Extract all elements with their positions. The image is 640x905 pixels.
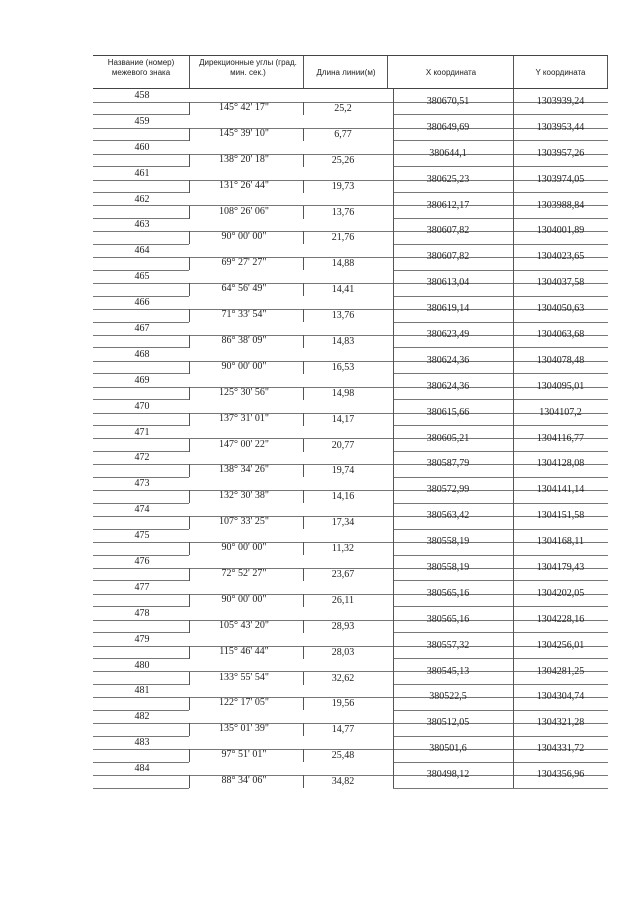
cell-angle: 71° 33' 54" <box>221 309 267 321</box>
cell-name: 464 <box>134 245 150 257</box>
cell-y: 1304050,63 <box>536 303 585 315</box>
cell-y: 1304228,16 <box>536 613 585 625</box>
cell-angle: 90° 00' 00" <box>221 593 267 605</box>
cell-x: 380624,36 <box>426 354 470 366</box>
cell-name: 469 <box>134 374 150 386</box>
cell-length: 14,41 <box>331 284 355 296</box>
cell-angle: 125° 30' 56" <box>219 386 269 398</box>
cell-name: 482 <box>134 711 150 723</box>
cell-y: 1304128,08 <box>536 458 585 470</box>
cell-length: 32,62 <box>331 672 355 684</box>
cell-x: 380624,36 <box>426 380 470 392</box>
table-row <box>93 659 608 685</box>
cell-x: 380649,69 <box>426 121 470 133</box>
cell-angle: 64° 56' 49" <box>221 283 267 295</box>
cell-angle: 107° 33' 25" <box>219 516 269 528</box>
cell-name: 479 <box>134 633 150 645</box>
cell-angle: 69° 27' 27" <box>221 257 267 269</box>
cell-angle: 105° 43' 20" <box>219 619 269 631</box>
cell-y: 1304256,01 <box>536 639 585 651</box>
cell-length: 19,56 <box>331 698 355 710</box>
row-rule <box>93 788 189 789</box>
cell-angle: 88° 34' 06" <box>221 775 267 787</box>
table-row <box>93 684 608 710</box>
cell-y: 1304356,96 <box>536 769 585 781</box>
cell-length: 16,53 <box>331 361 355 373</box>
cell-length: 14,16 <box>331 491 355 503</box>
cell-angle: 90° 00' 00" <box>221 231 267 243</box>
cell-length: 25,26 <box>331 154 355 166</box>
cell-angle: 138° 34' 26" <box>219 464 269 476</box>
cell-y: 1303957,26 <box>536 147 585 159</box>
table-row <box>93 451 608 477</box>
cell-x: 380605,21 <box>426 432 470 444</box>
table-row <box>93 529 608 555</box>
cell-y: 1303988,84 <box>536 199 585 211</box>
cell-length: 19,74 <box>331 465 355 477</box>
table-row <box>93 555 608 581</box>
cell-name: 478 <box>134 607 150 619</box>
cell-length: 6,77 <box>334 128 352 140</box>
table-row <box>93 426 608 452</box>
cell-name: 463 <box>134 219 150 231</box>
cell-y: 1304116,77 <box>536 432 585 444</box>
table-row <box>93 762 608 788</box>
cell-name: 462 <box>134 193 150 205</box>
cell-name: 481 <box>134 685 150 697</box>
cell-x: 380572,99 <box>426 484 470 496</box>
cell-angle: 145° 42' 17" <box>219 102 269 113</box>
cell-name: 476 <box>134 556 150 568</box>
header-divider <box>189 56 190 88</box>
cell-x: 380557,32 <box>426 639 470 651</box>
table-row <box>93 270 608 296</box>
cell-y: 1304321,28 <box>536 717 585 729</box>
cell-length: 20,77 <box>331 439 355 451</box>
cell-angle: 133° 55' 54" <box>219 671 269 683</box>
coordinates-table <box>93 55 608 788</box>
table-row <box>93 193 608 219</box>
cell-x: 380607,82 <box>426 225 470 237</box>
cell-x: 380498,12 <box>426 769 470 781</box>
cell-name: 483 <box>134 737 150 749</box>
cell-x: 380587,79 <box>426 458 470 470</box>
cell-angle: 97° 51' 01" <box>221 749 267 761</box>
cell-length: 14,17 <box>331 413 355 425</box>
cell-name: 480 <box>134 659 150 671</box>
table-row <box>93 710 608 736</box>
cell-y: 1304151,58 <box>536 510 585 522</box>
cell-name: 474 <box>134 504 150 516</box>
cell-x: 380615,66 <box>426 406 470 418</box>
cell-x: 380623,49 <box>426 329 470 341</box>
cell-angle: 147° 00' 22" <box>219 438 269 450</box>
table-row <box>93 400 608 426</box>
cell-y: 1304331,72 <box>536 743 585 755</box>
table-row <box>93 167 608 193</box>
cell-name: 467 <box>134 323 150 335</box>
table-row <box>93 477 608 503</box>
header-divider <box>607 56 608 88</box>
cell-y: 1304023,65 <box>536 251 585 263</box>
table-row <box>93 736 608 762</box>
cell-length: 14,98 <box>331 387 355 399</box>
cell-y: 1304281,25 <box>536 665 585 677</box>
cell-length: 25,2 <box>334 103 352 114</box>
header-name: Название (номер) межевого знака <box>107 58 175 77</box>
table-row <box>93 218 608 244</box>
table-row <box>93 581 608 607</box>
cell-angle: 86° 38' 09" <box>221 335 267 347</box>
table-row <box>93 374 608 400</box>
cell-y: 1304095,01 <box>536 380 585 392</box>
cell-name: 458 <box>134 90 150 101</box>
header-y: Y координата <box>535 68 586 77</box>
cell-x: 380625,23 <box>426 173 470 185</box>
cell-angle: 131° 26' 44" <box>219 179 269 191</box>
cell-angle: 138° 20' 18" <box>219 153 269 165</box>
cell-y: 1304141,14 <box>536 484 585 496</box>
cell-name: 471 <box>134 426 150 438</box>
cell-length: 17,34 <box>331 517 355 529</box>
table-row <box>93 89 608 115</box>
table-header <box>93 55 608 89</box>
cell-name: 477 <box>134 581 150 593</box>
cell-length: 26,11 <box>331 594 355 606</box>
cell-angle: 90° 00' 00" <box>221 360 267 372</box>
cell-y: 1303953,44 <box>536 121 585 133</box>
cell-y: 1303974,05 <box>536 173 585 185</box>
header-length: Длина линии(м) <box>316 68 376 77</box>
cell-y: 1304078,48 <box>536 354 585 366</box>
table-row <box>93 141 608 167</box>
cell-angle: 122° 17' 05" <box>219 697 269 709</box>
cell-y: 1304063,68 <box>536 329 585 341</box>
cell-y: 1303939,24 <box>536 96 585 107</box>
header-divider <box>387 56 388 88</box>
cell-length: 14,83 <box>331 336 355 348</box>
cell-name: 468 <box>134 348 150 360</box>
cell-name: 459 <box>134 115 150 127</box>
cell-length: 11,32 <box>331 543 355 555</box>
cell-y: 1304107,2 <box>539 406 582 418</box>
table-row <box>93 607 608 633</box>
cell-name: 484 <box>134 763 150 775</box>
table-row <box>93 244 608 270</box>
header-angle: Дирекционные углы (град. мин. сек.) <box>199 58 297 77</box>
cell-angle: 145° 39' 10" <box>219 127 269 139</box>
header-divider <box>303 56 304 88</box>
cell-length: 28,03 <box>331 646 355 658</box>
header-x: X координата <box>425 68 477 77</box>
table-row <box>93 348 608 374</box>
cell-x: 380612,17 <box>426 199 470 211</box>
cell-angle: 90° 00' 00" <box>221 542 267 554</box>
cell-angle: 115° 46' 44" <box>219 645 269 657</box>
cell-x: 380607,82 <box>426 251 470 263</box>
cell-y: 1304001,89 <box>536 225 585 237</box>
cell-x: 380558,19 <box>426 562 470 574</box>
cell-y: 1304304,74 <box>536 691 585 703</box>
cell-y: 1304202,05 <box>536 587 585 599</box>
cell-x: 380545,13 <box>426 665 470 677</box>
table-row <box>93 503 608 529</box>
cell-length: 14,77 <box>331 724 355 736</box>
cell-x: 380565,16 <box>426 613 470 625</box>
cell-y: 1304179,43 <box>536 562 585 574</box>
cell-angle: 135° 01' 39" <box>219 723 269 735</box>
cell-x: 380565,16 <box>426 587 470 599</box>
cell-x: 380619,14 <box>426 303 470 315</box>
cell-length: 28,93 <box>331 620 355 632</box>
cell-angle: 72° 52' 27" <box>221 568 267 580</box>
cell-x: 380558,19 <box>426 536 470 548</box>
header-divider <box>513 56 514 88</box>
row-rule <box>393 788 608 789</box>
cell-name: 465 <box>134 271 150 283</box>
cell-length: 13,76 <box>331 310 355 322</box>
cell-angle: 137° 31' 01" <box>219 412 269 424</box>
cell-y: 1304037,58 <box>536 277 585 289</box>
cell-name: 472 <box>134 452 150 464</box>
cell-length: 25,48 <box>331 750 355 762</box>
cell-angle: 108° 26' 06" <box>219 205 269 217</box>
cell-name: 475 <box>134 530 150 542</box>
cell-x: 380613,04 <box>426 277 470 289</box>
table-row <box>93 296 608 322</box>
cell-length: 23,67 <box>331 569 355 581</box>
table-row <box>93 633 608 659</box>
cell-angle: 132° 30' 38" <box>219 490 269 502</box>
cell-x: 380563,42 <box>426 510 470 522</box>
table-row <box>93 322 608 348</box>
table-body <box>93 89 608 788</box>
cell-length: 14,88 <box>331 258 355 270</box>
cell-length: 13,76 <box>331 206 355 218</box>
table-row <box>93 115 608 141</box>
cell-x: 380670,51 <box>426 96 470 107</box>
cell-length: 21,76 <box>331 232 355 244</box>
cell-x: 380522,5 <box>429 691 467 703</box>
cell-x: 380501,6 <box>429 743 467 755</box>
cell-name: 461 <box>134 167 150 179</box>
cell-y: 1304168,11 <box>536 536 585 548</box>
cell-x: 380644,1 <box>429 147 467 159</box>
cell-name: 470 <box>134 400 150 412</box>
cell-name: 466 <box>134 297 150 309</box>
cell-name: 473 <box>134 478 150 490</box>
cell-x: 380512,05 <box>426 717 470 729</box>
cell-name: 460 <box>134 141 150 153</box>
cell-length: 34,82 <box>331 776 355 788</box>
cell-length: 19,73 <box>331 180 355 192</box>
